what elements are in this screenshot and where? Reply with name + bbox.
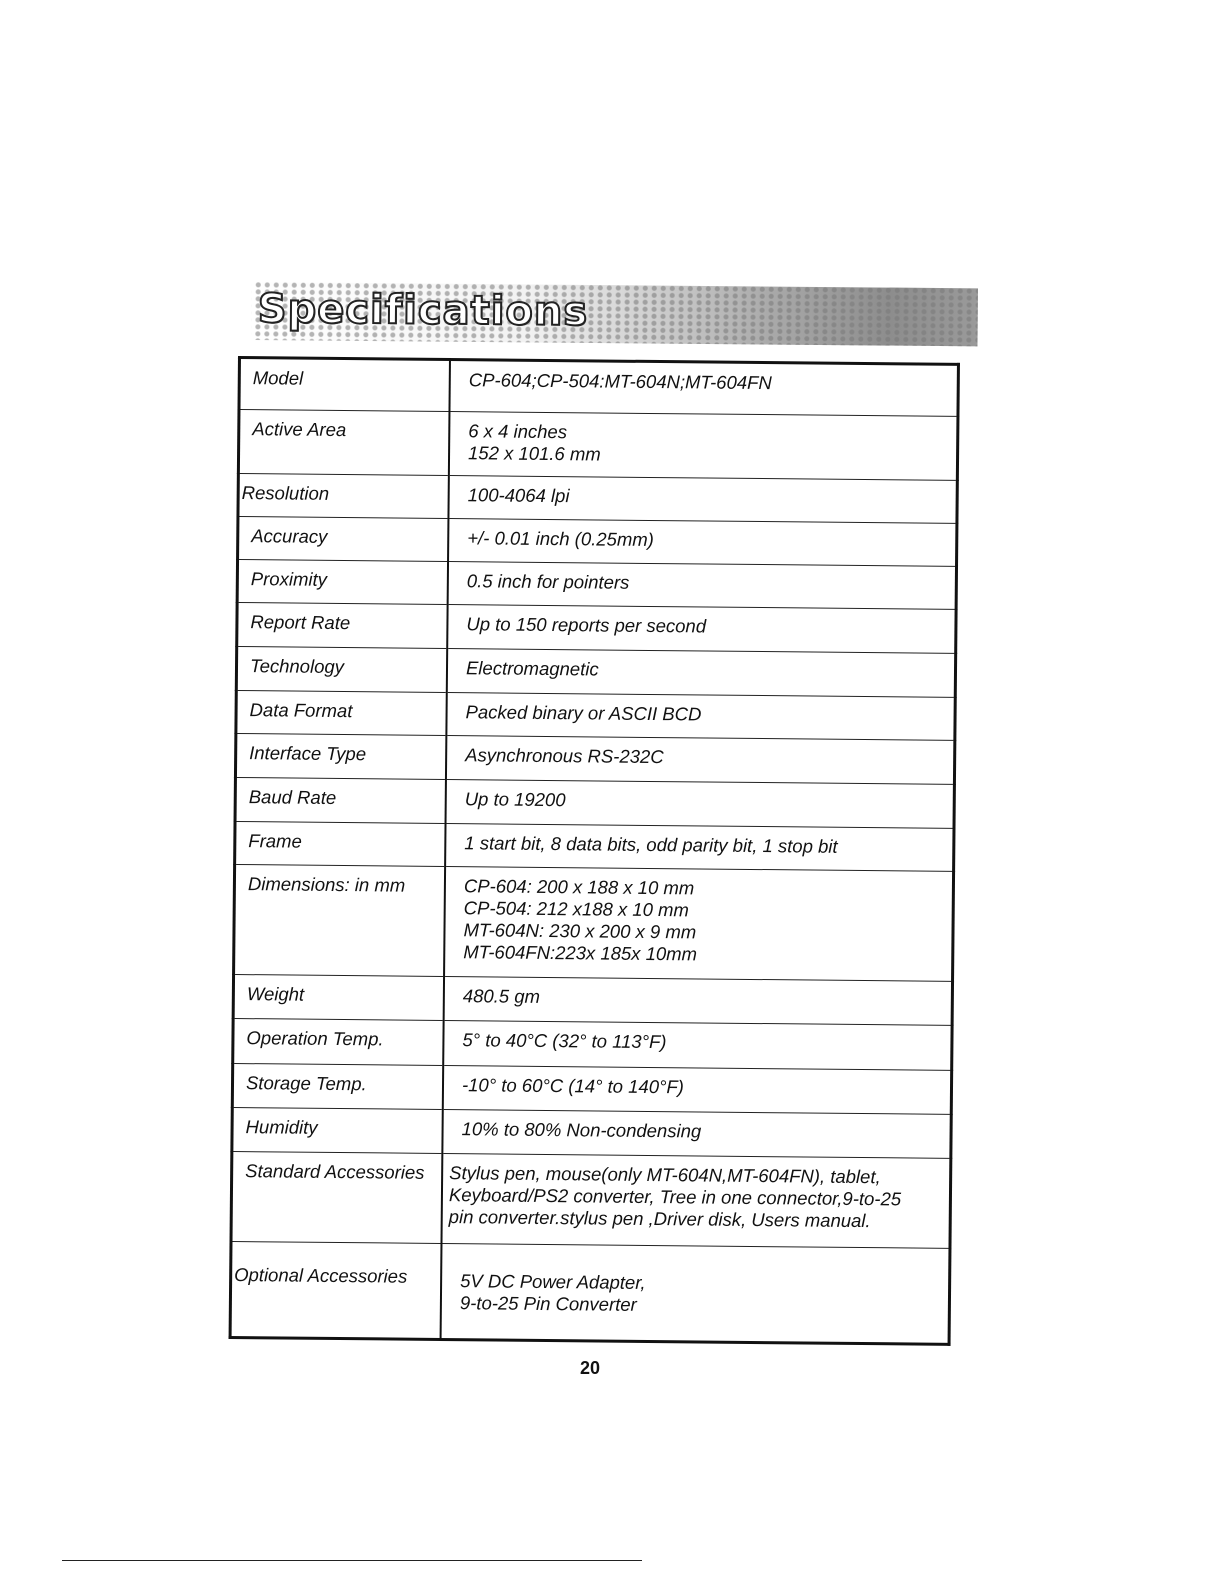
table-row: [233, 1018, 952, 1070]
row-label: Active Area: [238, 410, 449, 476]
row-value: 0.5 inch for pointers: [448, 562, 957, 610]
row-label: Model: [239, 358, 450, 412]
row-label: Weight: [233, 974, 444, 1020]
page-number: 20: [579, 1358, 601, 1378]
row-label: Proximity: [237, 560, 448, 605]
table-row: [238, 410, 958, 481]
table-row: [237, 603, 956, 654]
specifications-banner: [251, 282, 977, 346]
row-label: Operation Temp.: [233, 1018, 444, 1065]
table-row: [234, 864, 954, 981]
row-label: Data Format: [236, 690, 447, 735]
row-value: Asynchronous RS-232C: [446, 736, 955, 785]
table-row: [239, 358, 958, 417]
row-value: Packed binary or ASCII BCD: [446, 693, 955, 741]
row-label: Storage Temp.: [232, 1063, 443, 1109]
row-value: 100-4064 lpi: [448, 476, 957, 524]
row-value: Stylus pen, mouse(only MT-604N,MT-604FN), tablet, Keyboard/PS2 converter, Tree in one connector,9-to-25 pin converter.stylus pen ,Driver disk, Users manual.: [441, 1153, 950, 1248]
row-value: 5V DC Power Adapter, 9-to-25 Pin Converter: [441, 1243, 950, 1344]
row-value: Up to 19200: [446, 780, 955, 829]
table-row: [238, 474, 957, 524]
table-row: [232, 1107, 951, 1158]
specifications-table: [229, 356, 960, 1346]
table-row: [236, 690, 955, 740]
row-value: +/- 0.01 inch (0.25mm): [448, 519, 957, 567]
row-label: Dimensions: in mm: [234, 864, 446, 976]
row-value: 6 x 4 inches 152 x 101.6 mm: [449, 412, 958, 481]
page-title: Specifications: [257, 286, 589, 335]
row-label: Frame: [235, 821, 446, 866]
row-value: -10° to 60°C (14° to 140°F): [443, 1066, 952, 1115]
table-row: [237, 560, 956, 610]
row-label: Humidity: [232, 1107, 443, 1153]
bottom-divider: [62, 1560, 642, 1561]
row-value: 10% to 80% Non-condensing: [442, 1110, 951, 1159]
row-label: Interface Type: [235, 733, 446, 779]
row-label: Report Rate: [237, 603, 448, 649]
row-value: Up to 150 reports per second: [447, 605, 956, 654]
row-value: 480.5 gm: [444, 977, 953, 1026]
row-label: Resolution: [238, 474, 449, 519]
table-row: [232, 1063, 951, 1114]
table-row: [233, 974, 952, 1025]
row-label: Accuracy: [238, 517, 449, 562]
table-row: [231, 1151, 951, 1248]
table-row: [235, 777, 954, 828]
row-value: 1 start bit, 8 data bits, odd parity bit, 1 stop bit: [445, 824, 954, 872]
table-row: [236, 647, 955, 698]
table-row: [235, 821, 954, 871]
row-label: Optional Accessories: [230, 1241, 441, 1339]
row-label: Standard Accessories: [231, 1151, 442, 1243]
table-row: [235, 733, 954, 784]
row-label: Baud Rate: [235, 777, 446, 823]
row-value: CP-604;CP-504:MT-604N;MT-604FN: [449, 360, 958, 417]
row-label: Technology: [236, 647, 447, 693]
row-value: CP-604: 200 x 188 x 10 mm CP-504: 212 x188 x 10 mm MT-604N: 230 x 200 x 9 mm MT-604FN:223x 185x 10mm: [444, 867, 954, 982]
table-row: [230, 1241, 950, 1344]
row-value: 5° to 40°C (32° to 113°F): [443, 1021, 952, 1071]
table-row: [238, 517, 957, 567]
row-value: Electromagnetic: [447, 649, 956, 698]
